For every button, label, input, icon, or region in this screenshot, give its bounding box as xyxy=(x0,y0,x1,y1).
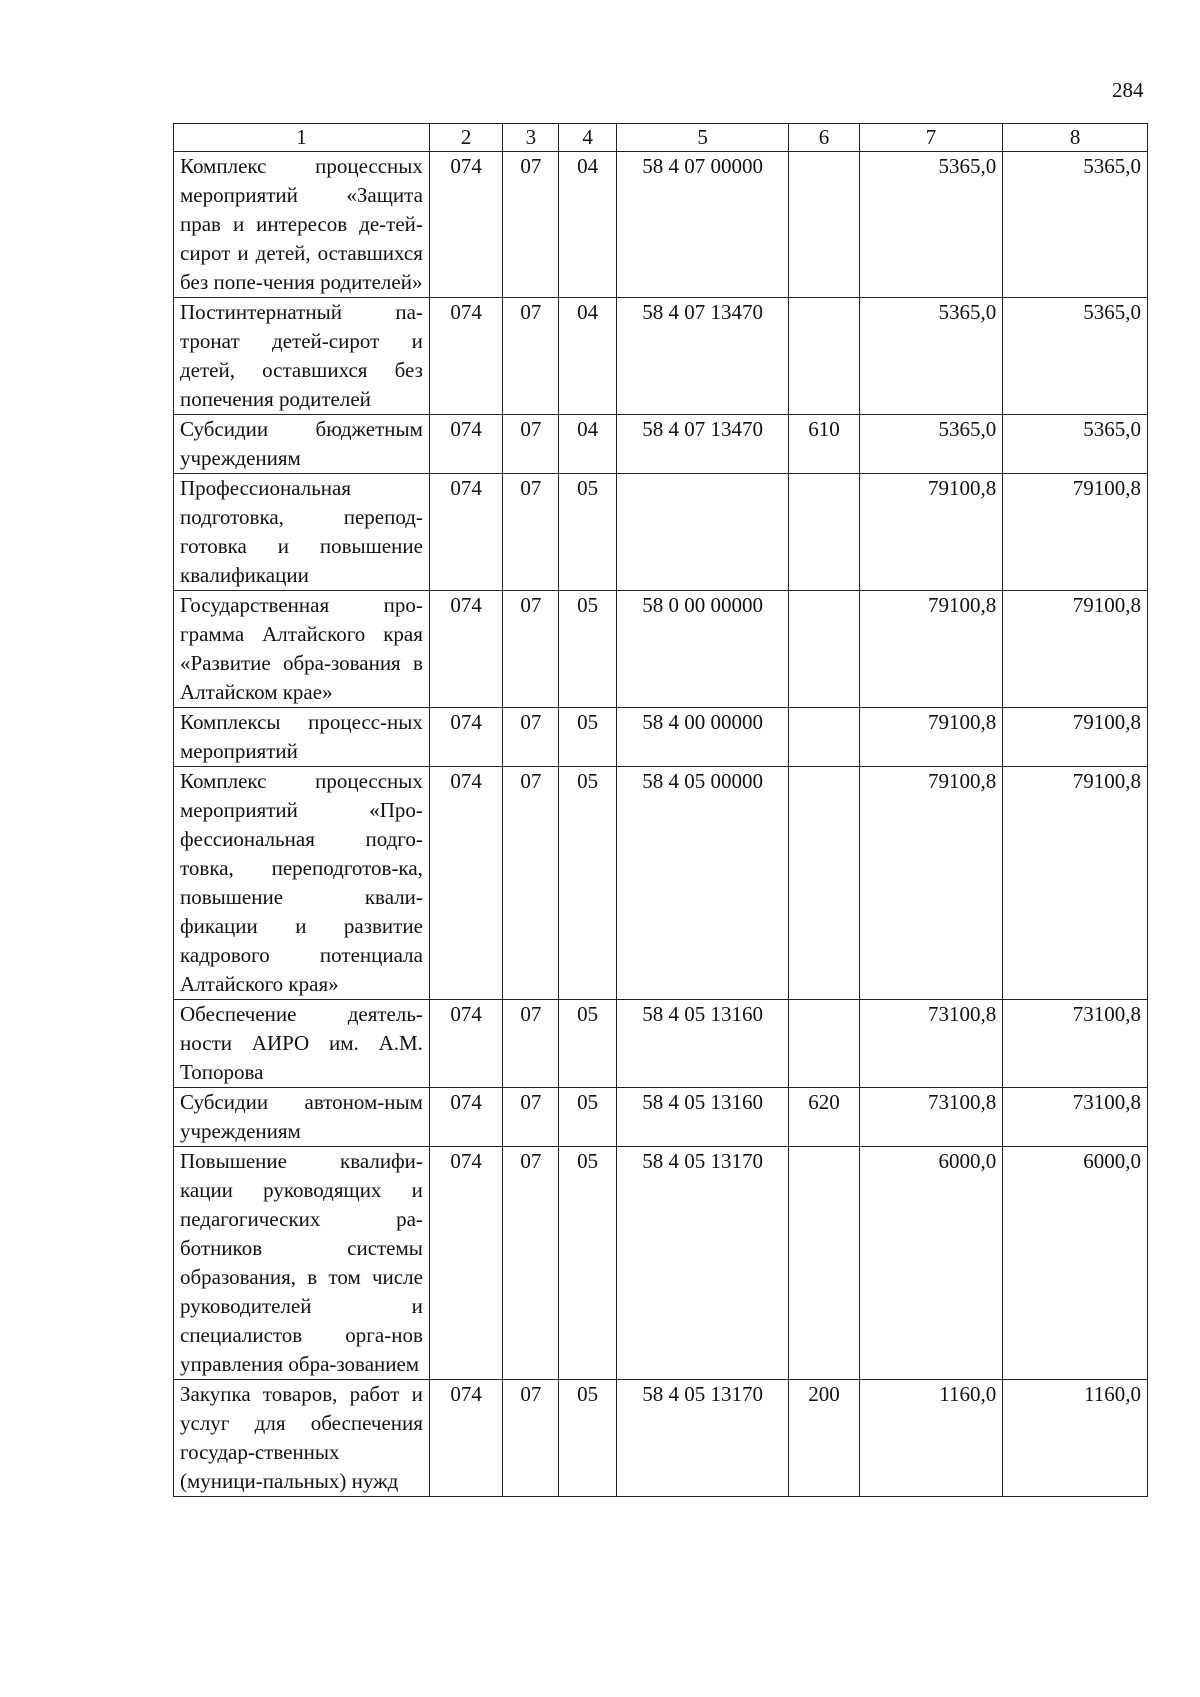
row-name: Профессиональная подготовка, перепод-готовка и повышение квалификации xyxy=(174,474,430,591)
cell-section: 07 xyxy=(503,708,559,767)
cell-expense-type: 610 xyxy=(789,415,859,474)
cell-target-code: 58 4 05 13170 xyxy=(616,1380,789,1497)
cell-ministry: 074 xyxy=(429,152,502,298)
cell-section: 07 xyxy=(503,152,559,298)
cell-amount-2: 5365,0 xyxy=(1003,415,1148,474)
cell-target-code: 58 4 05 13160 xyxy=(616,1088,789,1147)
cell-subsection: 05 xyxy=(559,474,616,591)
table-row xyxy=(174,1380,1148,1497)
cell-expense-type xyxy=(789,1147,859,1380)
cell-expense-type xyxy=(789,708,859,767)
cell-amount-1: 73100,8 xyxy=(859,1000,1003,1088)
table-row xyxy=(174,415,1148,474)
cell-section: 07 xyxy=(503,591,559,708)
cell-subsection: 05 xyxy=(559,1380,616,1497)
row-name: Обеспечение деятель-ности АИРО им. А.М. Топорова xyxy=(174,1000,430,1088)
cell-target-code: 58 4 07 13470 xyxy=(616,415,789,474)
header-row xyxy=(174,124,1148,152)
cell-target-code xyxy=(616,474,789,591)
header-cell: 5 xyxy=(616,124,789,152)
cell-ministry: 074 xyxy=(429,767,502,1000)
table-row xyxy=(174,591,1148,708)
cell-subsection: 05 xyxy=(559,1000,616,1088)
row-name: Комплекс процессных мероприятий «Про-фессиональная подго-товка, переподготов-ка, повышение квали-фикации и развитие кадрового потенциала Алтайского края» xyxy=(174,767,430,1000)
table-row xyxy=(174,474,1148,591)
cell-subsection: 05 xyxy=(559,1088,616,1147)
cell-ministry: 074 xyxy=(429,591,502,708)
cell-target-code: 58 0 00 00000 xyxy=(616,591,789,708)
table-row xyxy=(174,708,1148,767)
cell-amount-2: 6000,0 xyxy=(1003,1147,1148,1380)
cell-amount-1: 5365,0 xyxy=(859,298,1003,415)
cell-ministry: 074 xyxy=(429,1000,502,1088)
cell-amount-2: 1160,0 xyxy=(1003,1380,1148,1497)
cell-expense-type xyxy=(789,1000,859,1088)
cell-target-code: 58 4 05 13160 xyxy=(616,1000,789,1088)
cell-subsection: 04 xyxy=(559,415,616,474)
header-cell: 1 xyxy=(174,124,430,152)
table-row xyxy=(174,298,1148,415)
cell-amount-1: 79100,8 xyxy=(859,708,1003,767)
table-row xyxy=(174,1088,1148,1147)
cell-section: 07 xyxy=(503,1147,559,1380)
cell-amount-1: 6000,0 xyxy=(859,1147,1003,1380)
table-row xyxy=(174,767,1148,1000)
header-cell: 3 xyxy=(503,124,559,152)
table-row xyxy=(174,1000,1148,1088)
cell-expense-type xyxy=(789,152,859,298)
row-name: Комплекс процессных мероприятий «Защита прав и интересов де-тей-сирот и детей, оставшихся без попе-чения родителей» xyxy=(174,152,430,298)
cell-section: 07 xyxy=(503,298,559,415)
cell-ministry: 074 xyxy=(429,474,502,591)
cell-subsection: 04 xyxy=(559,152,616,298)
budget-table xyxy=(173,123,1148,1497)
cell-amount-2: 79100,8 xyxy=(1003,767,1148,1000)
cell-ministry: 074 xyxy=(429,708,502,767)
header-cell: 8 xyxy=(1003,124,1148,152)
cell-section: 07 xyxy=(503,1088,559,1147)
cell-subsection: 05 xyxy=(559,767,616,1000)
cell-amount-2: 79100,8 xyxy=(1003,708,1148,767)
row-name: Субсидии бюджетным учреждениям xyxy=(174,415,430,474)
cell-amount-1: 5365,0 xyxy=(859,152,1003,298)
cell-subsection: 05 xyxy=(559,708,616,767)
cell-ministry: 074 xyxy=(429,298,502,415)
cell-section: 07 xyxy=(503,1380,559,1497)
cell-amount-2: 79100,8 xyxy=(1003,591,1148,708)
cell-target-code: 58 4 07 13470 xyxy=(616,298,789,415)
cell-ministry: 074 xyxy=(429,1147,502,1380)
cell-amount-2: 79100,8 xyxy=(1003,474,1148,591)
header-cell: 2 xyxy=(429,124,502,152)
cell-target-code: 58 4 05 13170 xyxy=(616,1147,789,1380)
cell-subsection: 05 xyxy=(559,591,616,708)
cell-amount-2: 73100,8 xyxy=(1003,1000,1148,1088)
row-name: Субсидии автоном-ным учреждениям xyxy=(174,1088,430,1147)
cell-target-code: 58 4 07 00000 xyxy=(616,152,789,298)
cell-amount-2: 73100,8 xyxy=(1003,1088,1148,1147)
cell-amount-1: 79100,8 xyxy=(859,474,1003,591)
cell-ministry: 074 xyxy=(429,1380,502,1497)
cell-expense-type: 200 xyxy=(789,1380,859,1497)
cell-amount-2: 5365,0 xyxy=(1003,152,1148,298)
page-number: 284 xyxy=(1112,78,1144,102)
cell-target-code: 58 4 05 00000 xyxy=(616,767,789,1000)
row-name: Повышение квалифи-кации руководящих и педагогических ра-ботников системы образования, в том числе руководителей и специалистов орга-нов управления обра-зованием xyxy=(174,1147,430,1380)
header-cell: 4 xyxy=(559,124,616,152)
cell-amount-1: 79100,8 xyxy=(859,591,1003,708)
row-name: Закупка товаров, работ и услуг для обеспечения государ-ственных (муници-пальных) нужд xyxy=(174,1380,430,1497)
cell-section: 07 xyxy=(503,474,559,591)
table-row xyxy=(174,152,1148,298)
cell-amount-1: 79100,8 xyxy=(859,767,1003,1000)
table-row xyxy=(174,1147,1148,1380)
row-name: Государственная про-грамма Алтайского края «Развитие обра-зования в Алтайском крае» xyxy=(174,591,430,708)
header-cell: 7 xyxy=(859,124,1003,152)
cell-expense-type xyxy=(789,298,859,415)
cell-subsection: 04 xyxy=(559,298,616,415)
cell-subsection: 05 xyxy=(559,1147,616,1380)
cell-amount-2: 5365,0 xyxy=(1003,298,1148,415)
row-name: Постинтернатный па-тронат детей-сирот и детей, оставшихся без попечения родителей xyxy=(174,298,430,415)
cell-ministry: 074 xyxy=(429,1088,502,1147)
header-cell: 6 xyxy=(789,124,859,152)
cell-ministry: 074 xyxy=(429,415,502,474)
row-name: Комплексы процесс-ных мероприятий xyxy=(174,708,430,767)
cell-amount-1: 73100,8 xyxy=(859,1088,1003,1147)
cell-section: 07 xyxy=(503,415,559,474)
cell-section: 07 xyxy=(503,1000,559,1088)
cell-expense-type xyxy=(789,474,859,591)
cell-amount-1: 5365,0 xyxy=(859,415,1003,474)
cell-expense-type xyxy=(789,591,859,708)
cell-amount-1: 1160,0 xyxy=(859,1380,1003,1497)
cell-section: 07 xyxy=(503,767,559,1000)
cell-expense-type: 620 xyxy=(789,1088,859,1147)
cell-expense-type xyxy=(789,767,859,1000)
cell-target-code: 58 4 00 00000 xyxy=(616,708,789,767)
